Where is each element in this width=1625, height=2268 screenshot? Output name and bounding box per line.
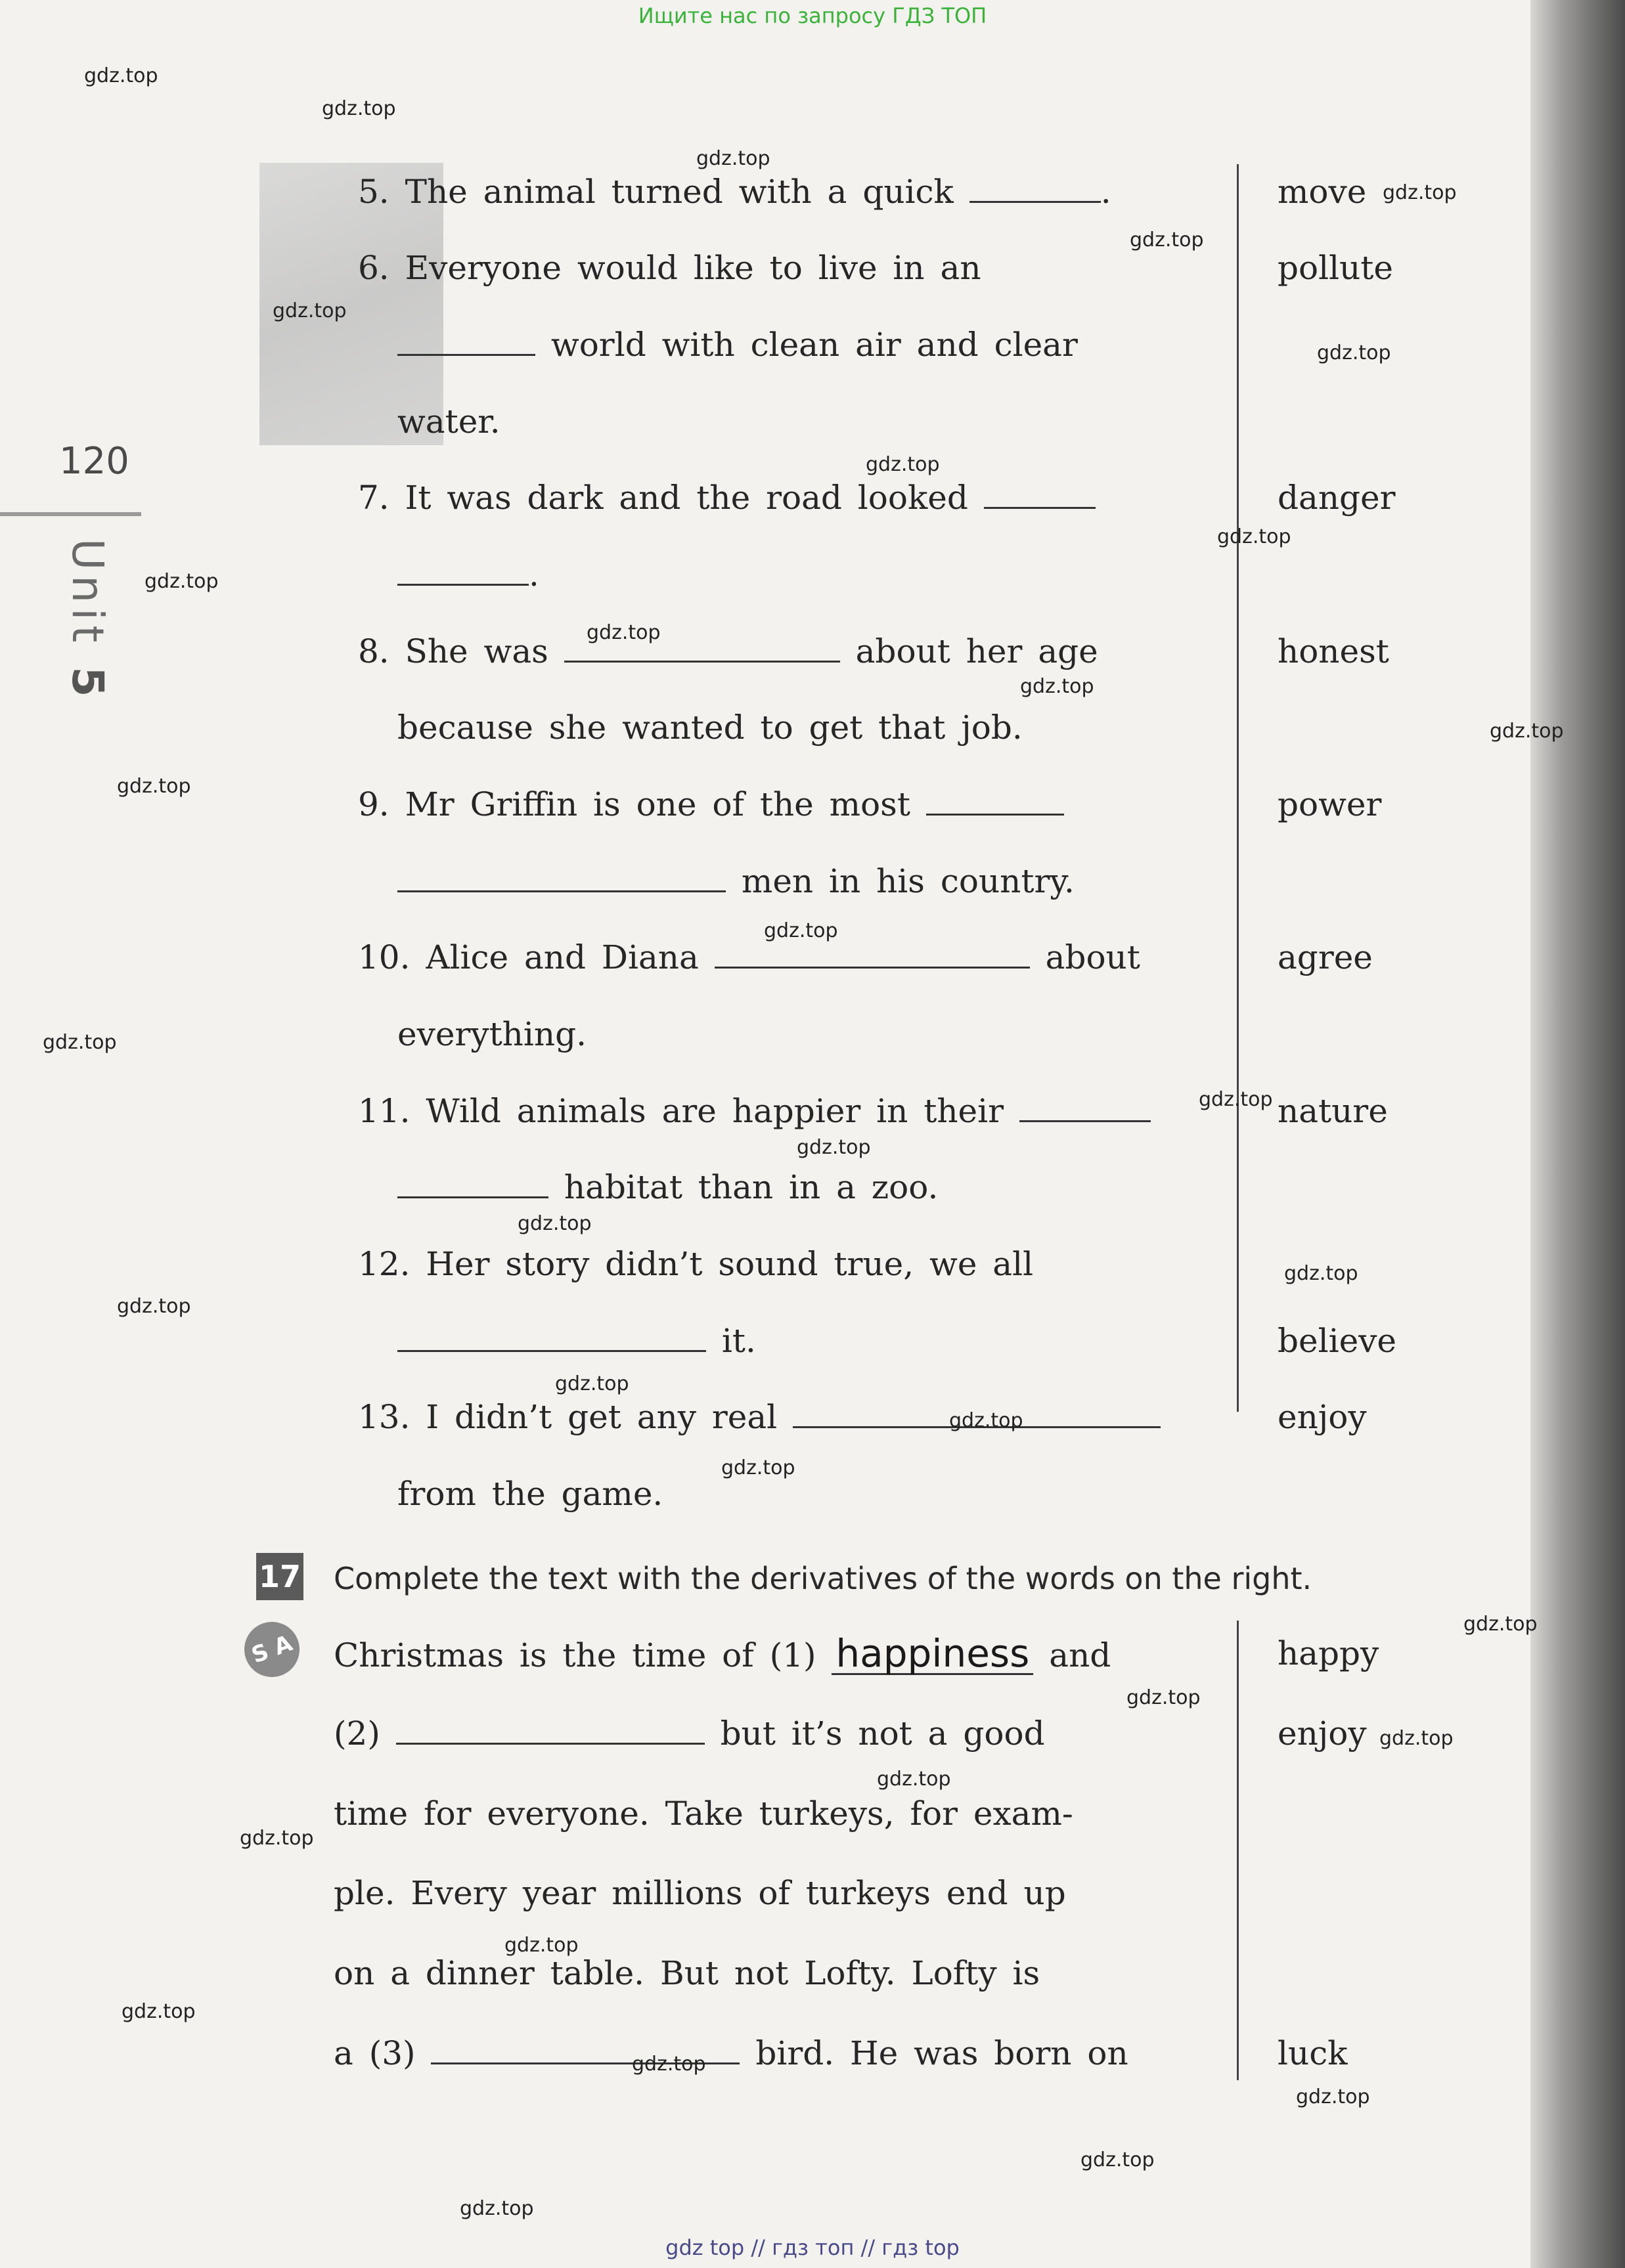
- sentence-8-cont: because she wanted to get that job.: [397, 709, 1023, 747]
- page-shadow: [1530, 0, 1625, 2268]
- watermark: gdz.top: [504, 1934, 579, 1957]
- answer-blank[interactable]: [715, 940, 1030, 969]
- word-power: power: [1278, 785, 1382, 823]
- footer-links[interactable]: gdz top // гдз топ // гдз top: [665, 2235, 960, 2260]
- watermark: gdz.top: [1317, 341, 1391, 364]
- sentence-5: 5. The animal turned with a quick .: [358, 173, 1111, 211]
- watermark: gdz.top: [797, 1136, 871, 1159]
- answer-blank[interactable]: [397, 864, 726, 892]
- watermark: gdz.top: [1080, 2148, 1155, 2171]
- watermark: gdz.top: [696, 147, 770, 170]
- answer-blank[interactable]: [397, 557, 529, 586]
- text-line-6: a (3) bird. He was born on: [334, 2034, 1128, 2072]
- sentence-12-cont: it.: [397, 1321, 756, 1361]
- word-believe: believe: [1278, 1322, 1397, 1360]
- watermark: gdz.top: [240, 1827, 314, 1850]
- watermark: gdz.top: [117, 775, 191, 798]
- watermark: gdz.top: [145, 570, 219, 593]
- answer-blank[interactable]: [396, 1716, 705, 1745]
- unit-label: [47, 538, 113, 735]
- watermark: gdz.top: [1126, 1686, 1201, 1709]
- sa-badge-icon: S A: [236, 1614, 307, 1685]
- watermark: gdz.top: [1379, 1727, 1454, 1750]
- unit-number: 5: [62, 666, 113, 703]
- sentence-10: 10. Alice and Diana about: [358, 938, 1140, 976]
- watermark: gdz.top: [1284, 1262, 1358, 1285]
- sentence-8: 8. She was about her age: [358, 632, 1098, 670]
- word-happy: happy: [1278, 1634, 1379, 1672]
- sentence-13-cont: from the game.: [397, 1475, 663, 1513]
- answer-blank[interactable]: [984, 481, 1096, 509]
- text-line-2: (2) but it’s not a good: [334, 1714, 1045, 1753]
- watermark: gdz.top: [1130, 229, 1204, 251]
- watermark: gdz.top: [1296, 2085, 1370, 2108]
- word-enjoy-17: enjoy: [1278, 1714, 1367, 1753]
- word-pollute: pollute: [1278, 249, 1393, 287]
- answer-blank[interactable]: [1019, 1094, 1151, 1122]
- column-divider-16: [1237, 164, 1239, 1412]
- sentence-6-end: water.: [397, 403, 501, 441]
- word-danger: danger: [1278, 479, 1396, 517]
- exercise-number: 17: [256, 1553, 303, 1600]
- sentence-6: 6. Everyone would like to live in an: [358, 249, 981, 287]
- watermark: gdz.top: [1490, 720, 1564, 743]
- answer-blank[interactable]: [397, 1324, 706, 1352]
- watermark: gdz.top: [1217, 525, 1291, 548]
- word-move: move: [1278, 173, 1367, 211]
- handwritten-answer[interactable]: happiness: [832, 1634, 1033, 1675]
- sentence-6-cont: world with clean air and clear: [397, 325, 1078, 364]
- watermark: gdz.top: [1020, 675, 1094, 698]
- watermark: gdz.top: [1199, 1088, 1273, 1111]
- text-line-4: ple. Every year millions of turkeys end up: [334, 1874, 1066, 1912]
- answer-blank[interactable]: [969, 175, 1101, 203]
- answer-blank[interactable]: [397, 1170, 548, 1198]
- answer-blank[interactable]: [926, 787, 1064, 816]
- sentence-7: 7. It was dark and the road looked: [358, 478, 1096, 517]
- watermark: gdz.top: [555, 1372, 629, 1395]
- page-number-rule: [0, 512, 141, 516]
- sentence-9: 9. Mr Griffin is one of the most: [358, 785, 1064, 824]
- watermark: gdz.top: [764, 919, 838, 942]
- watermark: gdz.top: [1463, 1613, 1538, 1636]
- text-line-3: time for everyone. Take turkeys, for exam-: [334, 1795, 1073, 1833]
- sentence-7-cont: .: [397, 555, 539, 594]
- word-nature: nature: [1278, 1092, 1388, 1130]
- sentence-13: 13. I didn’t get any real: [358, 1397, 1161, 1437]
- watermark: gdz.top: [877, 1768, 951, 1791]
- watermark: gdz.top: [273, 299, 347, 322]
- word-honest: honest: [1278, 632, 1389, 670]
- watermark: gdz.top: [43, 1031, 117, 1054]
- watermark: gdz.top: [1383, 181, 1457, 204]
- sentence-12: 12. Her story didn’t sound true, we all: [358, 1245, 1034, 1283]
- exercise-instruction: Complete the text with the derivatives of the words on the right.: [334, 1561, 1312, 1596]
- word-agree: agree: [1278, 938, 1373, 976]
- text-line-5: on a dinner table. But not Lofty. Lofty is: [334, 1954, 1040, 1992]
- sentence-11-cont: habitat than in a zoo.: [397, 1167, 938, 1207]
- answer-blank[interactable]: [397, 328, 535, 356]
- text-line-1: Christmas is the time of (1) happiness and: [334, 1631, 1111, 1676]
- watermark: gdz.top: [117, 1295, 191, 1318]
- watermark: gdz.top: [322, 97, 396, 120]
- sentence-9-cont: men in his country.: [397, 861, 1075, 901]
- watermark: gdz.top: [122, 2000, 196, 2023]
- top-banner[interactable]: Ищите нас по запросу ГДЗ ТОП: [638, 3, 987, 28]
- watermark: gdz.top: [632, 2053, 706, 2076]
- watermark: gdz.top: [518, 1212, 592, 1235]
- watermark: gdz.top: [587, 621, 661, 644]
- watermark: gdz.top: [866, 453, 940, 476]
- column-divider-17: [1237, 1621, 1239, 2080]
- watermark: gdz.top: [949, 1409, 1023, 1432]
- watermark: gdz.top: [460, 2197, 534, 2220]
- watermark: gdz.top: [84, 64, 158, 87]
- sentence-10-cont: everything.: [397, 1015, 587, 1053]
- watermark: gdz.top: [721, 1456, 795, 1479]
- word-enjoy-16: enjoy: [1278, 1398, 1367, 1436]
- word-luck: luck: [1278, 2034, 1348, 2072]
- sentence-11: 11. Wild animals are happier in their: [358, 1091, 1151, 1131]
- page-number: 120: [59, 440, 129, 483]
- unit-word: Unit: [62, 538, 113, 648]
